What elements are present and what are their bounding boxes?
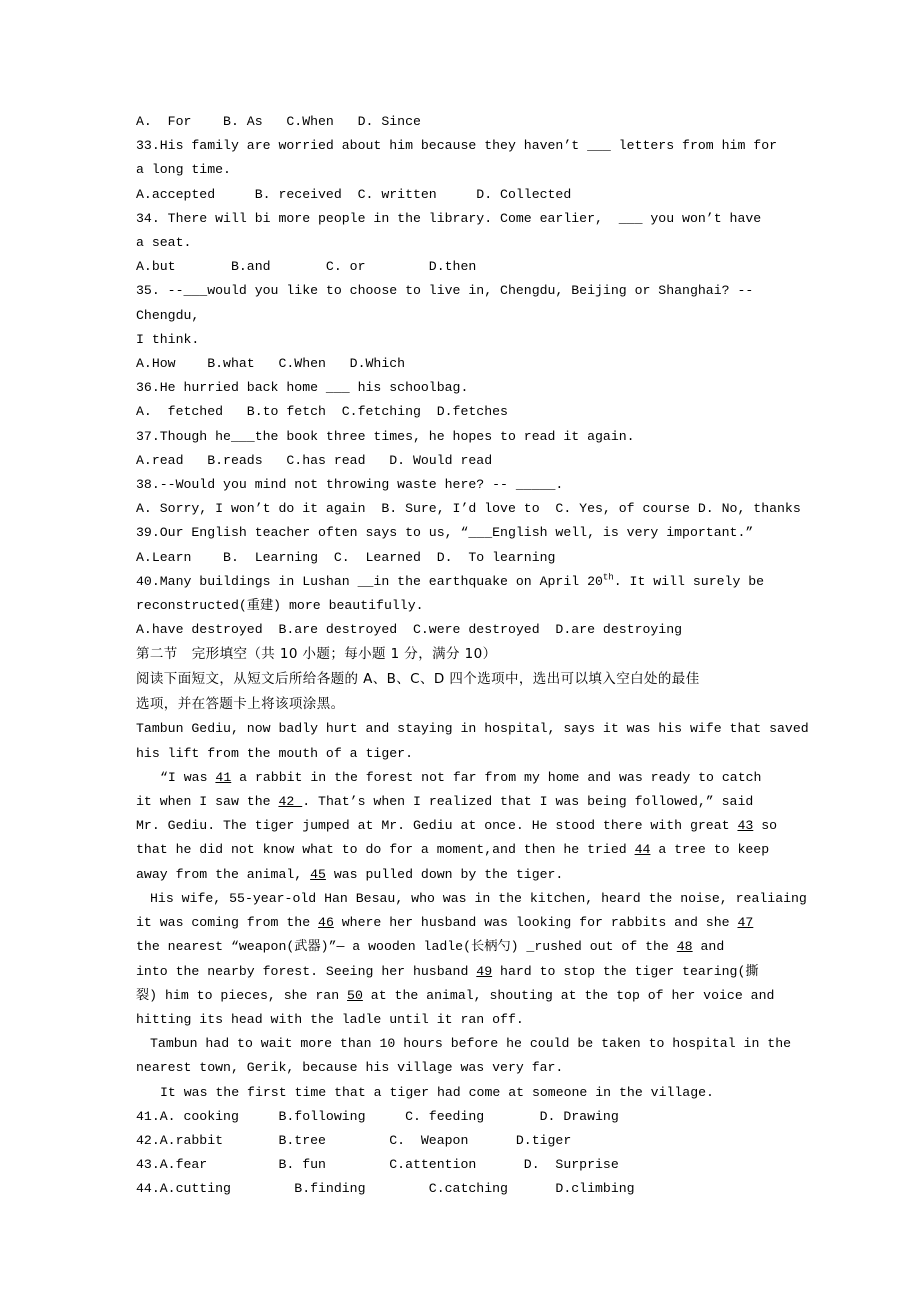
passage-paragraph-2-line2 xyxy=(136,790,816,814)
question-39-stem: 39.Our English teacher often says to us, “___English well, is very important.” xyxy=(136,525,754,541)
passage-paragraph-1-line1: Tambun Gediu, now badly hurt and staying in hospital, says it was his wife that saved xyxy=(136,721,809,737)
text-run: that he did not know what to do for a moment,and then he tried xyxy=(136,842,635,858)
passage-paragraph-4-line1: Tambun had to wait more than 10 hours before he could be taken to hospital in the xyxy=(150,1036,792,1052)
passage-paragraph-5: It was the first time that a tiger had come at someone in the village. xyxy=(160,1084,714,1100)
blank-47: 47 xyxy=(737,915,754,931)
question-40-choices: A.have destroyed B.are destroyed C.were destroyed D.are destroying xyxy=(136,622,683,638)
passage-paragraph-3-line6: hitting its head with the ladle until it ran off. xyxy=(136,1011,524,1027)
passage-paragraph-1-line2: his lift from the mouth of a tiger. xyxy=(136,745,413,761)
text-run: away from the animal, xyxy=(136,866,311,882)
passage-paragraph-4-line2: nearest town, Gerik, because his village was very far. xyxy=(136,1060,564,1076)
text-run: 裂) him to pieces, she ran xyxy=(136,987,348,1003)
blank-41: 41 xyxy=(215,769,232,785)
question-35-choices: A.How B.what C.When D.Which xyxy=(136,356,406,372)
text-run: . That’s when I realized that I was being followed,” said xyxy=(302,794,754,810)
passage-paragraph-3-line1: His wife, 55-year-old Han Besau, who was in the kitchen, heard the noise, realiaing xyxy=(150,890,807,906)
question-39-choices: A.Learn B. Learning C. Learned D. To learning xyxy=(136,549,556,565)
question-36-choices: A. fetched B.to fetch C.fetching D.fetches xyxy=(136,404,508,420)
question-41-choices: 41.A. cooking B.following C. feeding D. Drawing xyxy=(136,1108,619,1124)
section-two-instruction-line1: 阅读下面短文，从短文后所给各题的 A、B、C、D 四个选项中，选出可以填入空白处的最佳 xyxy=(136,671,700,688)
text-run: was pulled down by the tiger. xyxy=(325,866,564,882)
question-36-stem: 36.He hurried back home ___ his schoolbag. xyxy=(136,380,469,396)
question-33-choices-top: A. For B. As C.When D. Since xyxy=(136,114,421,129)
question-35-stem: 35. --___would you like to choose to live in, Chengdu, Beijing or Shanghai? --Chengdu, xyxy=(136,283,754,323)
passage-paragraph-3-line3 xyxy=(136,935,816,959)
text-run: a rabbit in the forest not far from my home and was ready to catch xyxy=(231,769,762,785)
question-38-choices: A. Sorry, I won’t do it again B. Sure, I’d love to C. Yes, of course D. No, thanks xyxy=(136,501,801,517)
question-40-stem-text: 40.Many buildings in Lushan __in the earthquake on April 20 xyxy=(136,573,603,589)
text-run: so xyxy=(753,818,778,834)
text-run: it was coming from the xyxy=(136,915,319,931)
question-40-stem xyxy=(136,570,816,594)
text-run: a tree to keep xyxy=(650,842,770,858)
question-40-superscript: th xyxy=(602,572,614,583)
question-40-stem-tail: . It will surely be xyxy=(613,573,765,589)
passage-paragraph-2-line1 xyxy=(136,766,816,790)
question-34-stem: 34. There will bi more people in the library. Come earlier, ___ you won’t have xyxy=(136,210,762,226)
question-44-choices: 44.A.cutting B.finding C.catching D.climbing xyxy=(136,1181,635,1197)
text-run: hard to stop the tiger tearing(撕 xyxy=(492,963,759,979)
text-run: where her husband was looking for rabbits and she xyxy=(333,915,738,931)
passage-paragraph-3-line4 xyxy=(136,960,816,984)
section-two-title: 第二节 完形填空（共 10 小题；每小题 1 分，满分 10） xyxy=(136,646,497,663)
blank-46: 46 xyxy=(318,915,334,931)
blank-49: 49 xyxy=(476,963,493,979)
section-two-instruction-line2: 选项，并在答题卡上将该项涂黑。 xyxy=(136,696,345,713)
blank-44: 44 xyxy=(634,842,651,858)
question-37-choices: A.read B.reads C.has read D. Would read xyxy=(136,452,493,468)
passage-paragraph-2-line5 xyxy=(136,863,816,887)
passage-paragraph-2-line4 xyxy=(136,838,816,862)
blank-42: 42 xyxy=(278,794,303,810)
exam-paper-page xyxy=(136,110,816,1202)
text-run: “I was xyxy=(160,769,216,785)
blank-45: 45 xyxy=(310,866,326,882)
question-42-choices: 42.A.rabbit B.tree C. Weapon D.tiger xyxy=(136,1132,572,1148)
text-run: the nearest “weapon(武器)”— a wooden ladle(长柄勺) _rushed out of the xyxy=(136,939,677,955)
blank-43: 43 xyxy=(737,818,754,834)
text-run: into the nearby forest. Seeing her husband xyxy=(136,963,477,979)
text-run: Mr. Gediu. The tiger jumped at Mr. Gediu at once. He stood there with great xyxy=(136,818,738,834)
text-run: at the animal, shouting at the top of her voice and xyxy=(362,987,775,1003)
passage-paragraph-3-line5 xyxy=(136,984,816,1008)
question-40-stem-cont: reconstructed(重建) more beautifully. xyxy=(136,598,424,614)
question-38-stem: 38.--Would you mind not throwing waste here? -- _____. xyxy=(136,477,564,493)
text-run: it when I saw the xyxy=(136,794,279,810)
text-run: and xyxy=(692,939,725,955)
question-33-stem: 33.His family are worried about him because they haven’t ___ letters from him for xyxy=(136,138,778,154)
question-37-stem: 37.Though he___the book three times, he hopes to read it again. xyxy=(136,428,635,444)
question-33-stem-cont: a long time. xyxy=(136,162,231,178)
blank-48: 48 xyxy=(676,939,693,955)
question-33-choices: A.accepted B. received C. written D. Collected xyxy=(136,186,572,202)
passage-paragraph-3-line2 xyxy=(136,911,816,935)
passage-paragraph-2-line3 xyxy=(136,814,816,838)
question-34-stem-cont: a seat. xyxy=(136,235,192,251)
question-34-choices: A.but B.and C. or D.then xyxy=(136,259,477,275)
question-35-stem-cont: I think. xyxy=(136,331,200,347)
blank-50: 50 xyxy=(347,987,363,1003)
question-43-choices: 43.A.fear B. fun C.attention D. Surprise xyxy=(136,1157,619,1173)
